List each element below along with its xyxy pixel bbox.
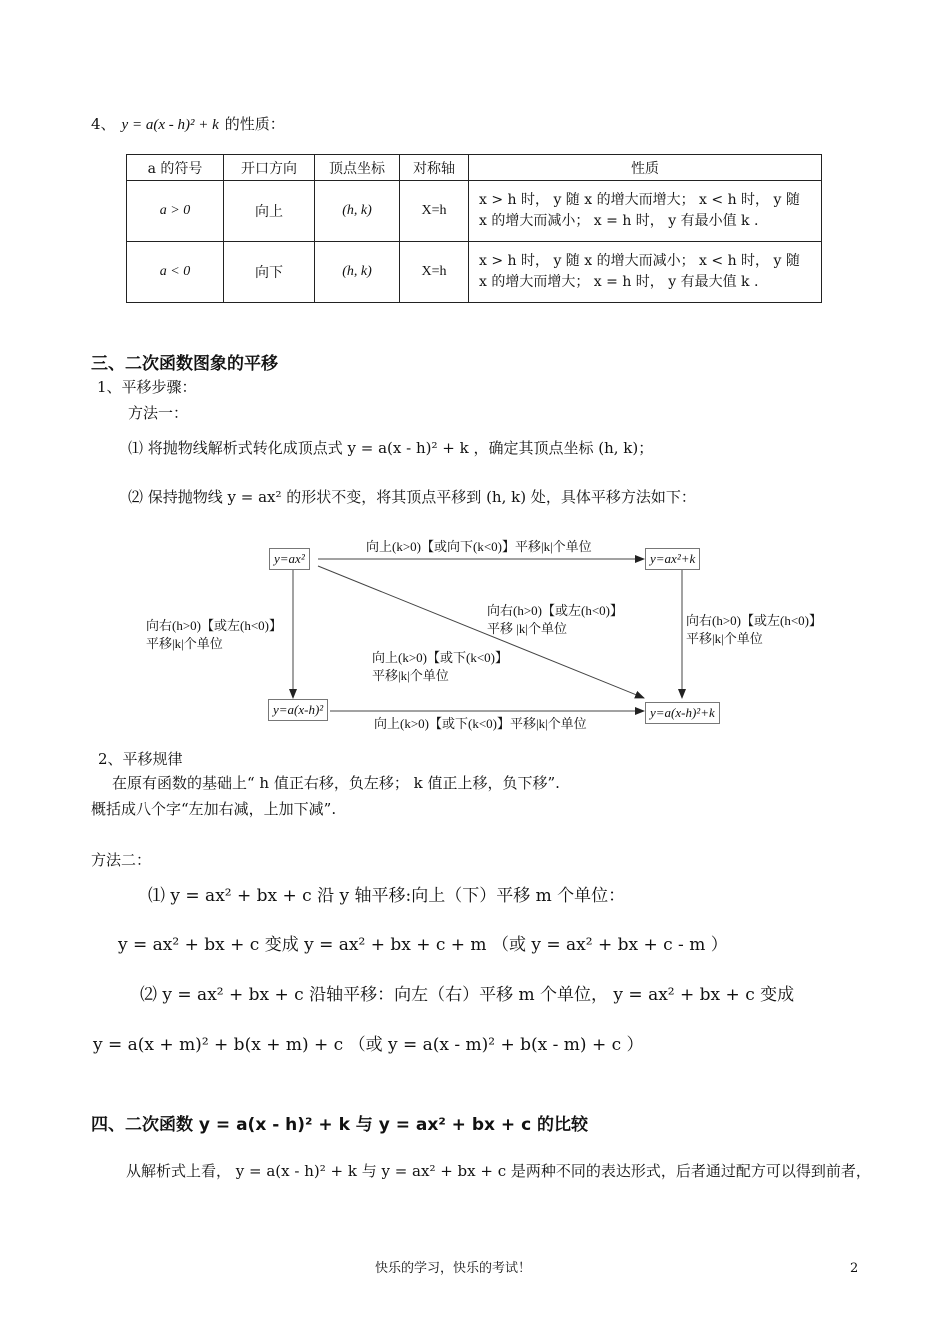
- method1-label: 方法一：: [128, 404, 189, 422]
- translation-diagram: [0, 530, 950, 740]
- label-bottom: 向上(k>0)【或下(k<0)】平移|k|个单位: [374, 716, 587, 731]
- label-diagonal-upper-1: 向右(h>0)【或左(h<0)】: [487, 603, 623, 618]
- label-right-1: 向右(h>0)【或左(h<0)】: [686, 613, 822, 628]
- rule-line-1: 在原有函数的基础上“ h 值正右移，负左移； k 值正上移，负下移”.: [112, 774, 560, 792]
- table-header-row: [127, 155, 822, 181]
- table-row: [127, 181, 822, 242]
- section4-heading: 四、二次函数 y = a(x - h)² + k 与 y = ax² + bx + c 的比较: [91, 1115, 589, 1135]
- method1-step1: ⑴ 将抛物线解析式转化成顶点式 y = a(x - h)² + k ，确定其顶点坐标 (h, k)；: [128, 439, 654, 457]
- cell-desc: [469, 242, 822, 303]
- header-axis: 对称轴: [400, 155, 469, 181]
- label-left-2: 平移|k|个单位: [146, 636, 223, 651]
- cell-axis: X=h: [400, 242, 469, 303]
- method2-label: 方法二：: [91, 851, 152, 869]
- cell-vertex: (h, k): [315, 242, 400, 303]
- label-diagonal-lower-2: 平移|k|个单位: [372, 668, 449, 683]
- header-sign: a 的符号: [127, 155, 224, 181]
- method1-step2: ⑵ 保持抛物线 y = ax² 的形状不变，将其顶点平移到 (h, k) 处，具体平移方法如下：: [128, 488, 696, 506]
- method2-line-2: y = ax² + bx + c 变成 y = ax² + bx + c + m （或 y = ax² + bx + c - m ）: [118, 935, 728, 955]
- step-label: 1、平移步骤：: [97, 378, 197, 396]
- cell-axis: X=h: [400, 181, 469, 242]
- table-row: [127, 242, 822, 303]
- desc-line: x > h 时， y 随 x 的增大而减小； x < h 时， y 随: [479, 253, 800, 269]
- header-vertex: 顶点坐标: [315, 155, 400, 181]
- footer-text: 快乐的学习，快乐的考试！: [375, 1261, 532, 1276]
- rule-line-2: 概括成八个字“左加右减，上加下减”.: [91, 800, 337, 818]
- method2-line-3: ⑵ y = ax² + bx + c 沿轴平移：向左（右）平移 m 个单位， y = ax² + bx + c 变成: [140, 985, 795, 1005]
- section3-heading: 三、二次函数图象的平移: [91, 354, 278, 374]
- label-left-1: 向右(h>0)【或左(h<0)】: [146, 618, 282, 633]
- box-vertex-form: y=a(x-h)²+k: [645, 702, 720, 724]
- section4-title: 4、 y = a(x - h)² + k 的性质：: [91, 115, 285, 133]
- desc-line: x > h 时， y 随 x 的增大而增大； x < h 时， y 随: [479, 192, 800, 208]
- cell-direction: 向上: [224, 181, 315, 242]
- label-right-2: 平移|k|个单位: [686, 631, 763, 646]
- arrow-diagonal: [318, 566, 644, 698]
- cell-sign: a > 0: [127, 181, 224, 242]
- header-direction: 开口方向: [224, 155, 315, 181]
- cell-vertex: (h, k): [315, 181, 400, 242]
- header-property: 性质: [469, 155, 822, 181]
- rule-label: 2、平移规律: [98, 750, 183, 768]
- desc-line: x 的增大而增大； x = h 时， y 有最大值 k .: [479, 274, 759, 290]
- label-top: 向上(k>0)【或向下(k<0)】平移|k|个单位: [366, 539, 592, 554]
- desc-line: x 的增大而减小； x = h 时， y 有最小值 k .: [479, 213, 759, 229]
- method2-line-1: ⑴ y = ax² + bx + c 沿 y 轴平移:向上（下）平移 m 个单位：: [148, 886, 626, 906]
- cell-direction: 向下: [224, 242, 315, 303]
- cell-sign: a < 0: [127, 242, 224, 303]
- box-vertical-shift: y=ax²+k: [645, 548, 700, 570]
- label-diagonal-lower-1: 向上(k>0)【或下(k<0)】: [372, 650, 508, 665]
- properties-table: [126, 154, 822, 303]
- method2-line-4: y = a(x + m)² + b(x + m) + c （或 y = a(x - m)² + b(x - m) + c ）: [93, 1035, 644, 1055]
- cell-desc: [469, 181, 822, 242]
- section4-paragraph: 从解析式上看， y = a(x - h)² + k 与 y = ax² + bx + c 是两种不同的表达形式，后者通过配方可以得到前者，: [126, 1162, 871, 1180]
- page-number: 2: [850, 1261, 859, 1276]
- box-horizontal-shift: y=a(x-h)²: [268, 699, 328, 721]
- box-base-function: y=ax²: [269, 548, 310, 570]
- label-diagonal-upper-2: 平移 |k|个单位: [487, 621, 567, 636]
